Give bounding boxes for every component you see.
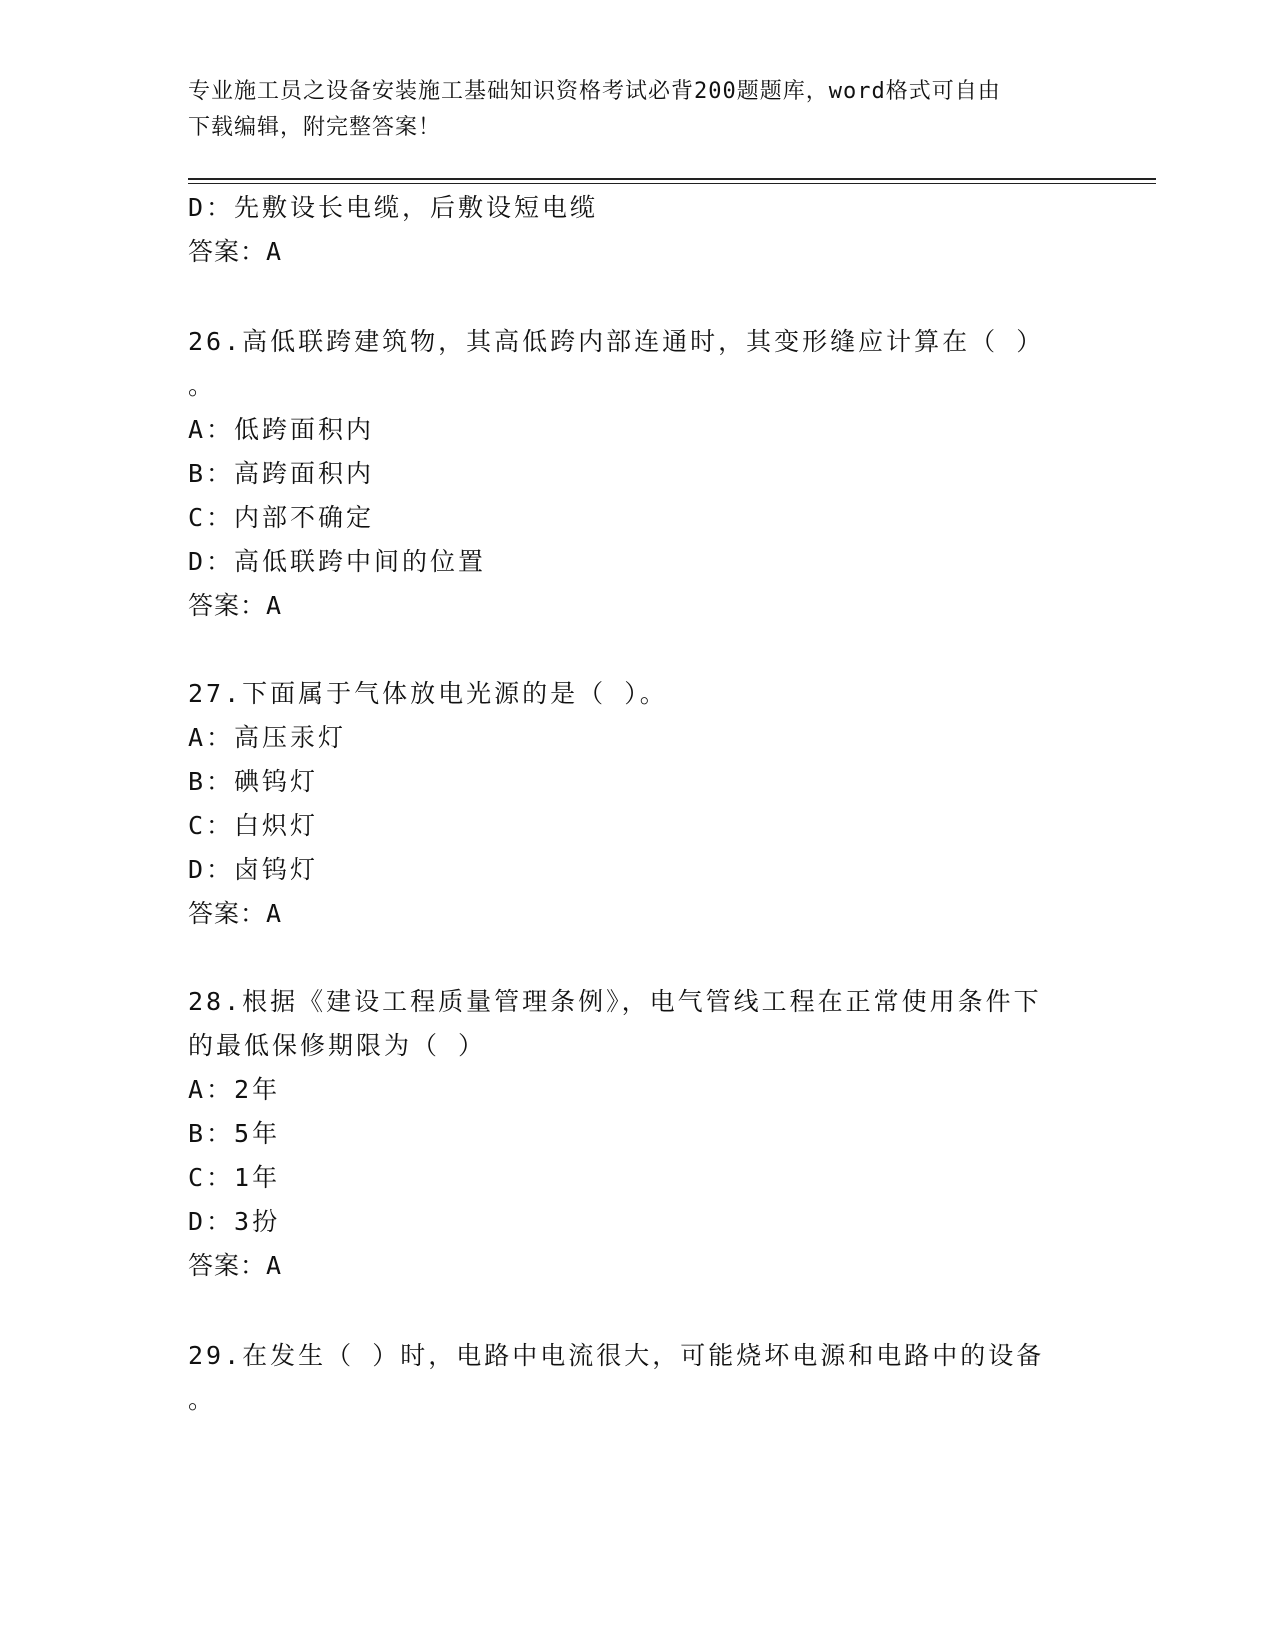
q25-answer: 答案：A — [188, 237, 283, 266]
q26-option-a: A：低跨面积内 — [188, 415, 375, 444]
q26-option-b: B：高跨面积内 — [188, 459, 375, 488]
q28-option-b: B：5年 — [188, 1119, 281, 1148]
q26-stem-line-2: 。 — [188, 371, 217, 400]
q26-option-c: C：内部不确定 — [188, 503, 375, 532]
q29-stem-line-1: 29.在发生（ ）时，电路中电流很大，可能烧坏电源和电路中的设备 — [188, 1341, 1045, 1370]
q26-option-d: D：高低联跨中间的位置 — [188, 547, 487, 576]
header-title-line-1: 专业施工员之设备安装施工基础知识资格考试必背200题题库，word格式可自由 — [188, 79, 1001, 104]
q25-option-d: D：先敷设长电缆，后敷设短电缆 — [188, 193, 599, 222]
q27-answer: 答案：A — [188, 899, 283, 928]
q26-stem-line-1: 26.高低联跨建筑物，其高低跨内部连通时，其变形缝应计算在（ ） — [188, 327, 1045, 356]
q28-stem-line-1: 28.根据《建设工程质量管理条例》，电气管线工程在正常使用条件下 — [188, 987, 1042, 1016]
q27-option-d: D：卤钨灯 — [188, 855, 319, 884]
q27-option-b: B：碘钨灯 — [188, 767, 319, 796]
q28-option-a: A：2年 — [188, 1075, 281, 1104]
header-divider-thick — [188, 178, 1156, 180]
q27-option-c: C：白炽灯 — [188, 811, 319, 840]
header-divider-thin — [188, 183, 1156, 184]
q28-option-d: D：3扮 — [188, 1207, 281, 1236]
q26-answer: 答案：A — [188, 591, 283, 620]
q28-answer: 答案：A — [188, 1251, 283, 1280]
q29-stem-line-2: 。 — [188, 1385, 217, 1414]
q28-stem-line-2: 的最低保修期限为（ ） — [188, 1031, 487, 1060]
q28-option-c: C：1年 — [188, 1163, 281, 1192]
q27-option-a: A：高压汞灯 — [188, 723, 347, 752]
q27-stem: 27.下面属于气体放电光源的是（ ）。 — [188, 679, 668, 708]
header-title-line-2: 下载编辑，附完整答案！ — [188, 115, 442, 140]
document-header — [188, 74, 1088, 146]
